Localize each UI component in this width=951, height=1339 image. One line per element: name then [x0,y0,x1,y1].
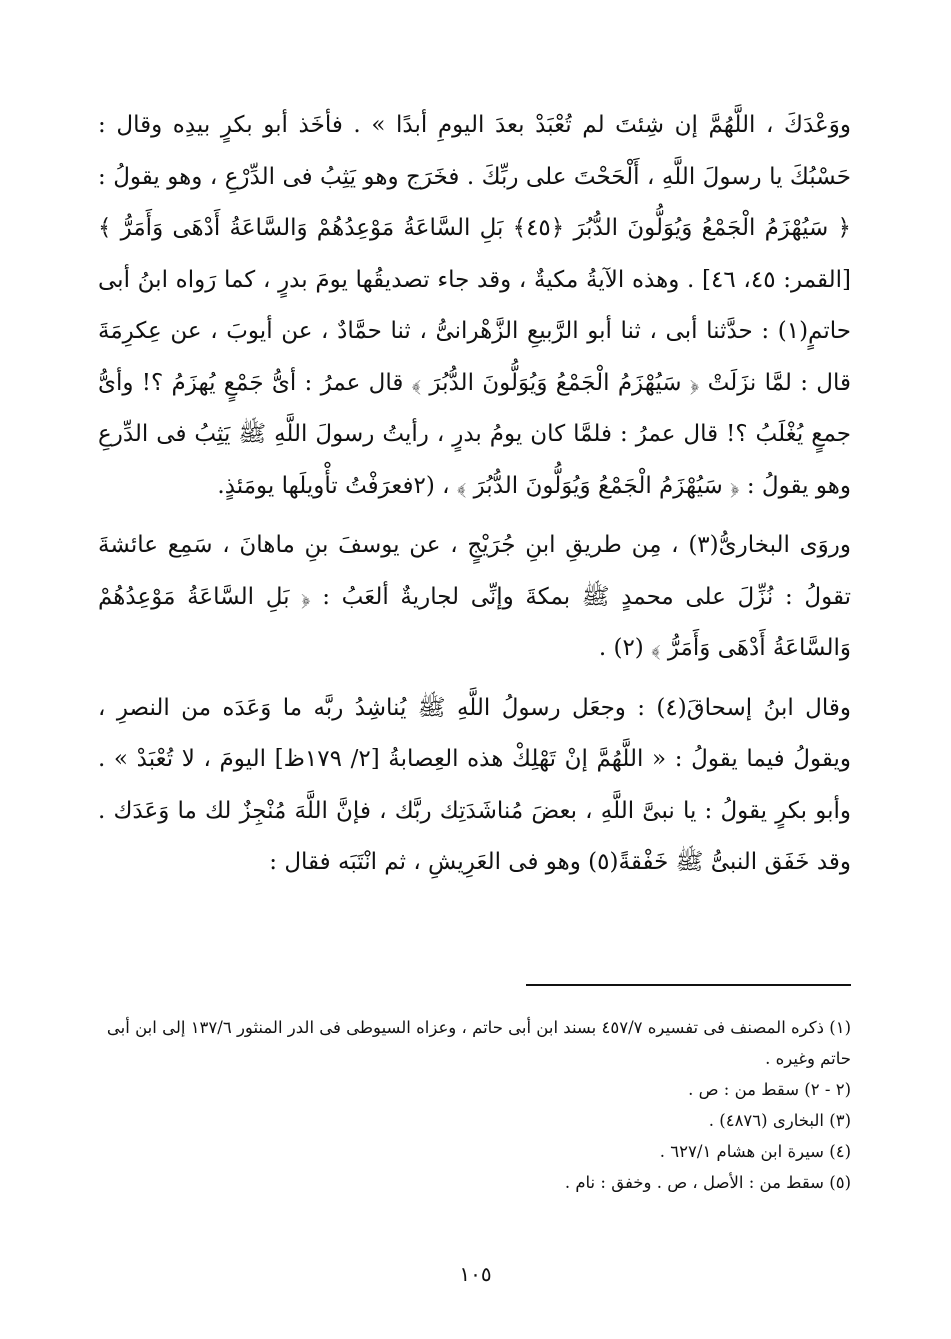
page-number: ١٠٥ [459,1262,492,1286]
main-text [98,100,851,889]
footnote-2: (٢ - ٢) سقط من : ص . [688,1080,851,1099]
page-body [98,100,851,889]
paragraph-1: ووَعْدَكَ ، اللَّهُمَّ إن شِئتَ لم تُعْبَدْ بعدَ اليومِ أبدًا » . فأخَذ أبو بكرٍ بيدِه وقال : حَسْبُكَ يا رسولَ اللَّهِ ، أَلْحَحْتَ على ربِّكَ . فخَرَج وهو يَثِبُ فى الدِّرْعِ ، وهو يقولُ : ﴿ سَيُهْزَمُ الْجَمْعُ وَيُوَلُّونَ الدُّبُرَ ﴿٤٥﴾ بَلِ السَّاعَةُ مَوْعِدُهُمْ وَالسَّاعَةُ أَدْهَى وَأَمَرُّ ﴾ [القمر: ٤٥، ٤٦] . وهذه الآيةُ مكيةٌ ، وقد جاء تصديقُها يومَ بدرٍ ، كما رَواه ابنُ أبى حاتمٍ(١) : حدَّثنا أبى ، ثنا أبو الرَّبيعِ الزَّهْرانىُّ ، ثنا حمَّادٌ ، عن أيوبَ ، عن عِكرِمَةَ قال : لمَّا نزَلَتْ ﴿ سَيُهْزَمُ الْجَمْعُ وَيُوَلُّونَ الدُّبُرَ ﴾ قال عمرُ : أىُّ جَمْعٍ يُهزَمُ ؟! وأىُّ جمعٍ يُغْلَبُ ؟! قال عمرُ : فلمَّا كان يومُ بدرٍ ، رأيتُ رسولَ اللَّهِ ﷺ يَثِبُ فى الدِّرعِ وهو يقولُ : ﴿ سَيُهْزَمُ الْجَمْعُ وَيُوَلُّونَ الدُّبُرَ ﴾ ، (٢فعرَفْتُ تأْويلَها يومَئذٍ. [98,112,851,499]
footnote-3: (٣) البخارى (٤٨٧٦) . [708,1111,851,1130]
footnote-1: (١) ذكره المصنف فى تفسيره ٤٥٧/٧ بسند ابن أبى حاتم ، وعزاه السيوطى فى الدر المنثور ١٣٧/٦ إلى ابن أبى حاتم وغيره . [106,1018,851,1068]
paragraph-2: وروَى البخارىُّ(٣) ، مِن طريقِ ابنِ جُرَيْجٍ ، عن يوسفَ بنِ ماهانَ ، سَمِع عائشةَ تقولُ : نُزِّلَ على محمدٍ ﷺ بمكةَ وإنِّى لجاريةٌ ألعَبُ : ﴿ بَلِ السَّاعَةُ مَوْعِدُهُمْ وَالسَّاعَةُ أَدْهَى وَأَمَرُّ ﴾ (٢) . [98,532,851,661]
paragraph-3: وقال ابنُ إسحاقَ(٤) : وجعَل رسولُ اللَّهِ ﷺ يُناشِدُ ربَّه ما وَعَدَه من النصرِ ، ويقولُ فيما يقولُ : « اللَّهُمَّ إنْ تَهْلِكْ هذه العِصابةُ [٢/ ١٧٩ظ] اليومَ ، لا تُعْبَدْ » . وأبو بكرٍ يقولُ : يا نبىَّ اللَّهِ ، بعضَ مُناشَدَتِك ربَّك ، فإنَّ اللَّهَ مُنْجِزٌ لك ما وَعَدَك . وقد خَفَق النبىُّ ﷺ خَفْقةً(٥) وهو فى العَرِيشِ ، ثم انْتَبَه فقال : [98,694,852,875]
footnotes [98,1012,851,1198]
footnote-separator [526,984,851,986]
footnote-4: (٤) سيرة ابن هشام ٦٢٧/١ . [659,1142,851,1161]
footnote-5: (٥) سقط من : الأصل ، ص . وخفق : نام . [564,1173,851,1192]
